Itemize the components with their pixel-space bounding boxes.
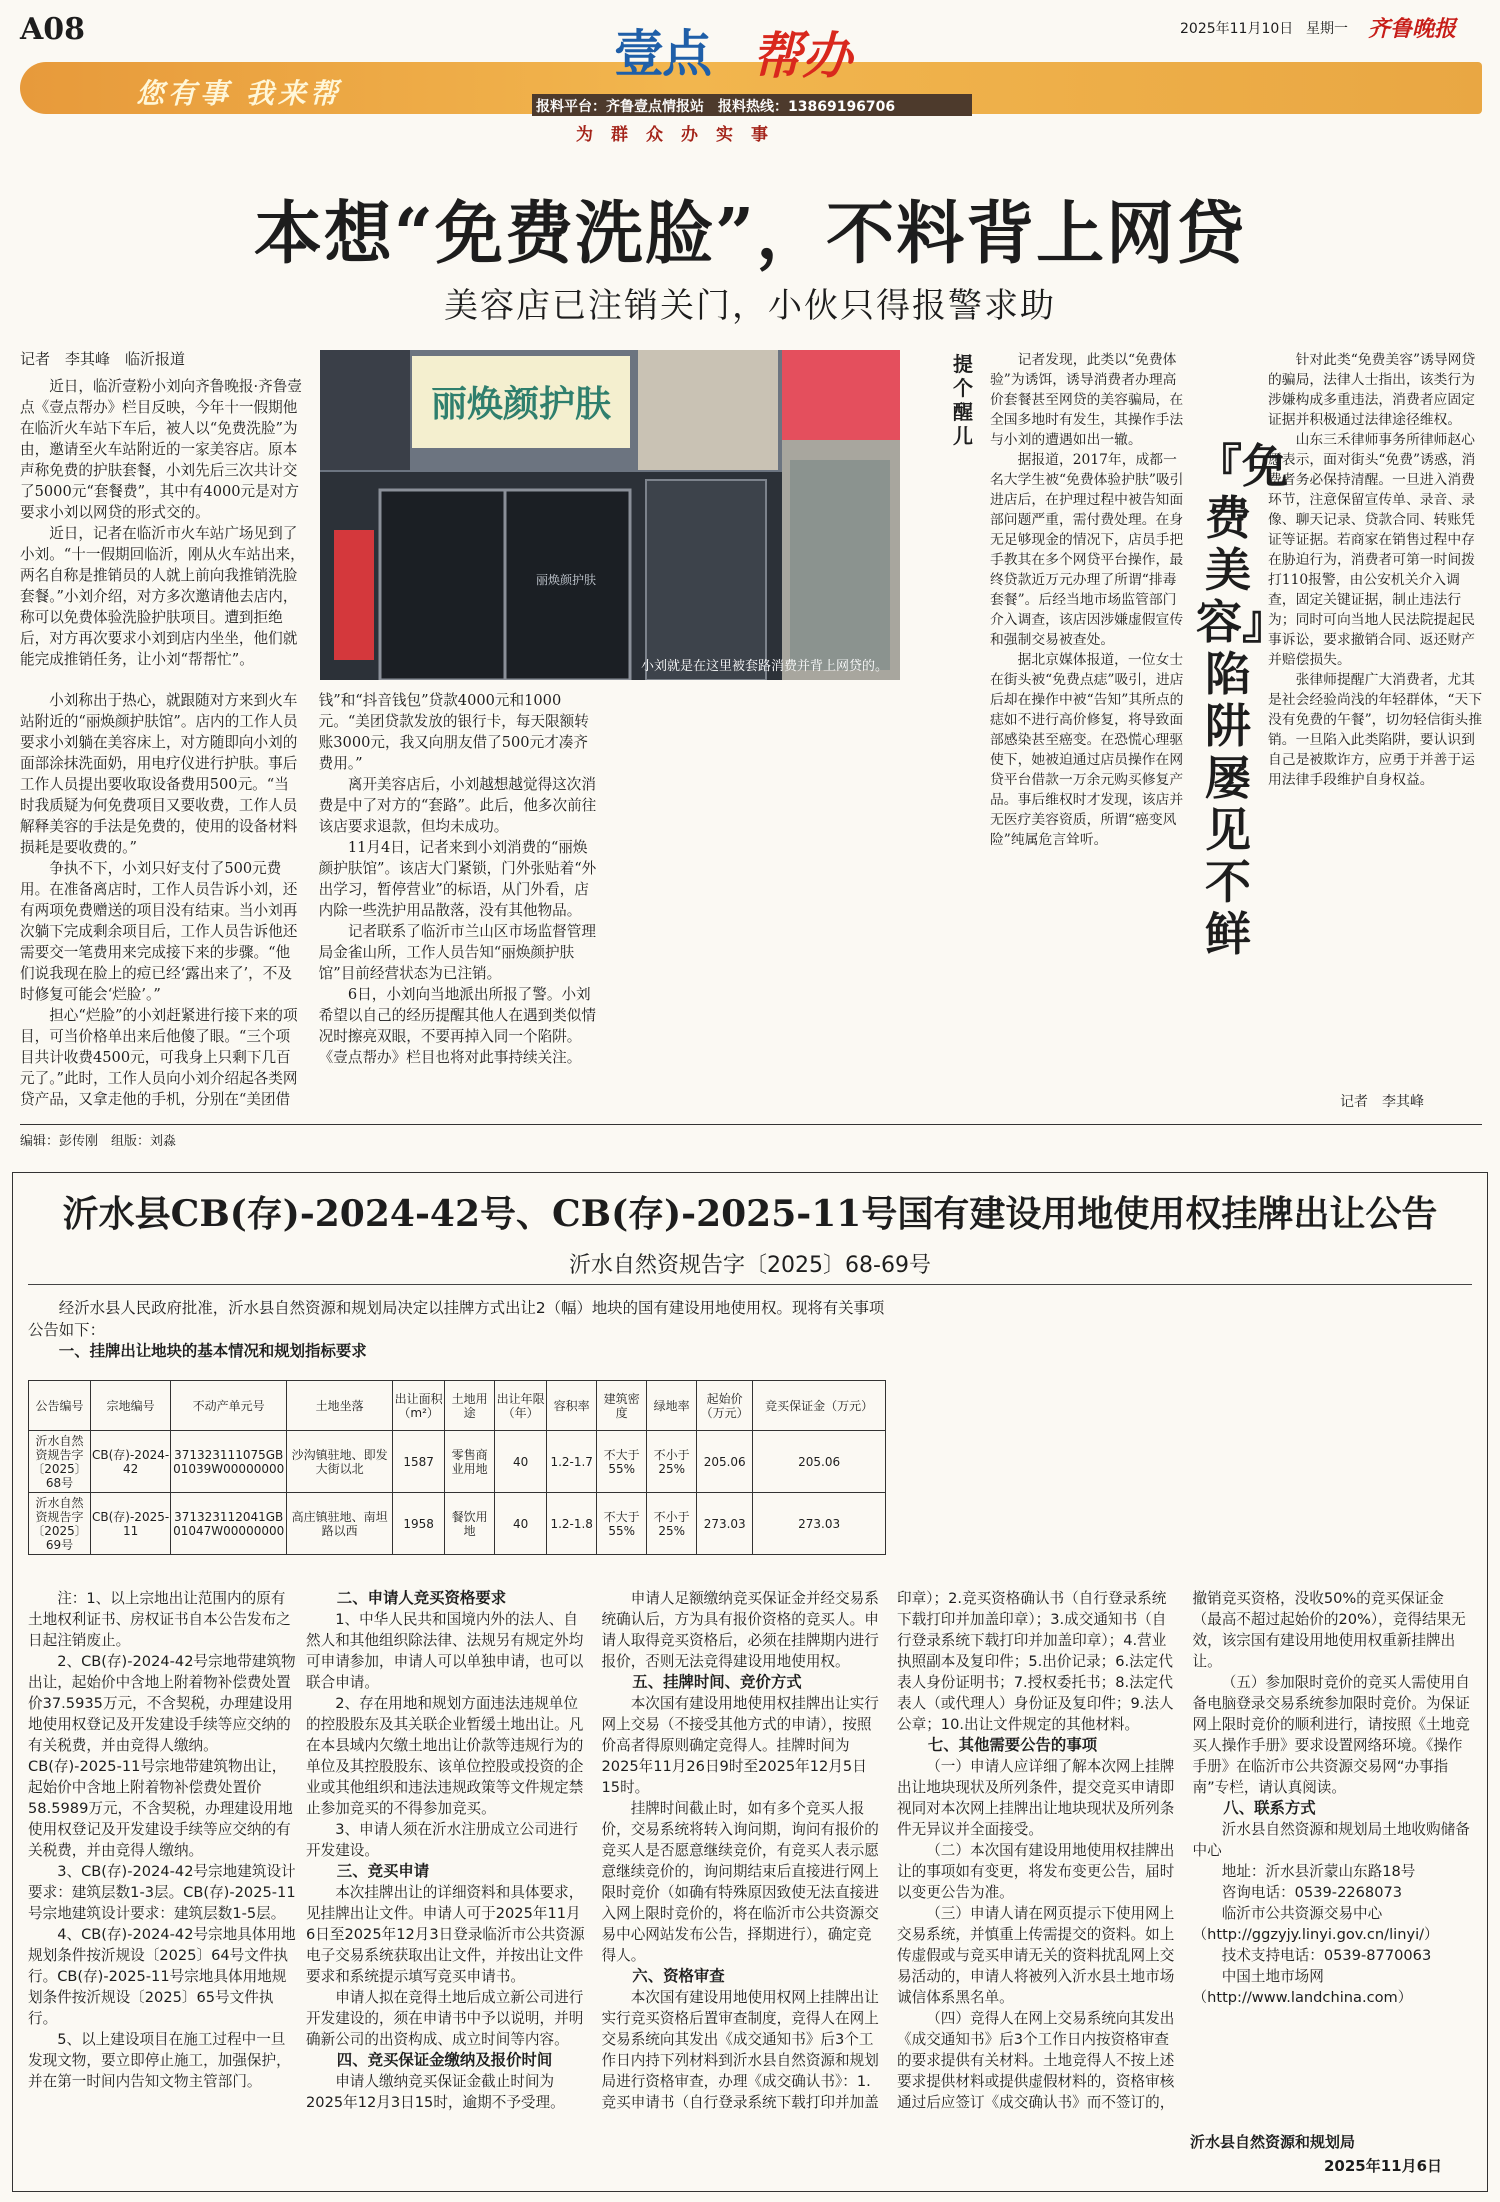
- table-cell: 371323111075GB01039W00000000: [171, 1431, 287, 1493]
- notice-section-heading: 八、联系方式: [1223, 1799, 1316, 1817]
- table-cell: 沙沟镇驻地、即发大街以北: [287, 1431, 393, 1493]
- table-cell: 1587: [393, 1431, 445, 1493]
- table-header-cell: 宗地编号: [91, 1381, 171, 1431]
- issue-date: 2025年11月10日: [1180, 21, 1294, 37]
- notice-paragraph: （四）竞得人在网上交易系统向其发出《成交通知书》后3个工作日内按资格审查的要求提供有关材料。土地竞得人不按上述要求提供材料或提供虚假材料的，资格审核通过后应签订《成交确认书》而不签订的，撤销竞买资格，没收50%的竞买保证金（最高不超过起始价的20%），竞得结果无效，该宗国有建设用地使用权重新挂牌出让。: [897, 1590, 1466, 2111]
- article-body-bottom: [20, 690, 900, 1110]
- storefront-illustration: [320, 350, 900, 680]
- notice-section-heading: 一、挂牌出让地块的基本情况和规划指标要求: [58, 1342, 367, 1361]
- reminder-paragraph: 针对此类“免费美容”诱导网贷的骗局，法律人士指出，该类行为涉嫌构成多重违法，消费者应固定证据并积极通过法律途径维权。: [1268, 352, 1476, 428]
- article-paragraph: 6日，小刘向当地派出所报了警。小刘希望以自己的经历提醒其他人在遇到类似情况时擦亮双眼，不要再掉入同一个陷阱。《壹点帮办》栏目也将对此事持续关注。: [318, 986, 596, 1066]
- door-sign-text: 丽焕颜护肤: [535, 573, 597, 587]
- article-paragraph: 近日，记者在临沂市火车站广场见到了小刘。“十一假期回临沂，刚从火车站出来，两名自称是推销员的人就上前向我推销洗脸套餐。”小刘介绍，对方多次邀请他去店内，称可以免费体验洗脸护肤项目。遭到拒绝后，对方再次要求小刘到店内坐坐，他们就能完成推销任务，让小刘“帮帮忙”。: [20, 525, 305, 668]
- notice-paragraph: 3、申请人须在沂水注册成立公司进行开发建设。: [306, 1821, 578, 1859]
- notice-paragraph: 咨询电话：0539-2268073: [1221, 1884, 1403, 1901]
- column-logo-part1: 壹点: [614, 25, 710, 83]
- article-paragraph: 离开美容店后，小刘越想越觉得这次消费是中了对方的“套路”。此后，他多次前往该店要求退款，但均未成功。: [318, 776, 597, 835]
- notice-paragraph: 申请人拟在竞得土地后成立新公司进行开发建设的，须在申请书中予以说明，并明确新公司的出资构成、成立时间等内容。: [306, 1989, 584, 2048]
- table-cell: CB(存)-2025-11: [91, 1493, 171, 1555]
- notice-paragraph: 挂牌时间截止时，如有多个竞买人报价，交易系统将转入询问期，询问有报价的竞买人是否愿意继续竞价，有竞买人表示愿意继续竞价的，询问期结束后直接进行网上限时竞价（如确有特殊原因致使无法直接进入网上限时竞价的，将在临沂市公共资源交易中心网站发布公告，择期进行），确定竞得人。: [601, 1800, 879, 1964]
- notice-paragraph: 中国土地市场网（http://www.landchina.com）: [1192, 1968, 1413, 2006]
- issue-weekday: 星期一: [1306, 21, 1348, 37]
- header-slogan: 您有事 我来帮: [136, 77, 342, 110]
- table-cell: CB(存)-2024-42: [91, 1431, 171, 1493]
- headline: 本想“免费洗脸”，不料背上网贷: [253, 194, 1247, 274]
- notice-sign-org: 沂水县自然资源和规划局: [1190, 2133, 1356, 2151]
- table-header-cell: 绿地率: [647, 1381, 697, 1431]
- table-header-cell: 土地用途: [445, 1381, 495, 1431]
- photo-caption: 小刘就是在这里被套路消费并背上网贷的。: [640, 659, 888, 674]
- reminder-signature: 记者 李其峰: [1340, 1094, 1424, 1110]
- notice-title: 沂水县CB(存)-2024-42号、CB(存)-2025-11号国有建设用地使用权挂牌出让公告: [62, 1193, 1438, 1235]
- notice-note: 2、CB(存)-2024-42号宗地带建筑物出让，起始价中含地上附着物补偿费处置价37.5935万元，不含契税，办理建设用地使用权登记及开发建设手续等应交纳的有关税费，并由竞得人缴纳。CB(存)-2025-11号宗地带建筑物出让，起始价中含地上附着物补偿费处置价58.5989万元，不含契税，办理建设用地使用权登记及开发建设手续等应交纳的有关税费，并由竞得人缴纳。: [28, 1653, 296, 1859]
- reminder-paragraph: 山东三禾律师事务所律师赵心愿表示，面对街头“免费”诱惑，消费者务必保持清醒。一旦进入消费环节，注意保留宣传单、录音、录像、聊天记录、贷款合同、转账凭证等证据。若商家在销售过程中存在胁迫行为，消费者可第一时间拨打110报警，由公安机关介入调查，固定关键证据，制止违法行为；同时可向当地人民法院提起民事诉讼，要求撤销合同、返还财产并赔偿损失。: [1268, 432, 1476, 668]
- table-row: [29, 1431, 886, 1493]
- notice-paragraph: 申请人缴纳竞买保证金截止时间为2025年12月3日15时，逾期不予受理。: [306, 2073, 565, 2111]
- table-header-cell: 不动产单元号: [171, 1381, 287, 1431]
- reminder-body-left: [990, 350, 1186, 1110]
- table-cell: 40: [495, 1493, 547, 1555]
- article-paragraph: 争执不下，小刘只好支付了500元费用。在准备离店时，工作人员告诉小刘，还有两项免费赠送的项目没有结束。当小刘再次躺下完成剩余项目后，工作人员告诉他还需要交一笔费用来完成接下来的步骤。“他们说我现在脸上的痘已经‘露出来了’，不及时修复可能会‘烂脸’。”: [20, 860, 298, 1003]
- byline: 记者 李其峰 临沂报道: [20, 350, 186, 368]
- table-cell: 沂水自然资规告字〔2025〕68号: [29, 1431, 91, 1493]
- table-header-cell: 出让年限（年）: [495, 1381, 547, 1431]
- article-paragraph: 近日，临沂壹粉小刘向齐鲁晚报·齐鲁壹点《壹点帮办》栏目反映，今年十一假期他在临沂火车站下车后，被人以“免费洗脸”为由，邀请至火车站附近的一家美容店。原本声称免费的护肤套餐，小刘先后三次共计交了5000元“套餐费”，其中有4000元是对方要求小刘以网贷的形式交的。: [20, 378, 302, 521]
- table-header-cell: 出让面积（m²）: [393, 1381, 445, 1431]
- notice-paragraph: 2、存在用地和规划方面违法违规单位的控股股东及其关联企业暂缓土地出让。凡在本县域内欠缴土地出让价款等违规行为的单位及其控股股东、该单位控股或投资的企业或其他组织和违法违规政策等文件规定禁止参加竞买的不得参加竞买。: [306, 1695, 584, 1817]
- table-cell: 205.06: [697, 1431, 753, 1493]
- table-cell: 205.06: [753, 1431, 886, 1493]
- land-parcel-table: [28, 1380, 886, 1555]
- section-divider: [20, 1124, 1482, 1125]
- notice-section-heading: 三、竞买申请: [336, 1862, 430, 1880]
- reminder-title: 『免费美容』陷阱屡见不鲜: [1196, 439, 1288, 961]
- reminder-body-right: [1268, 350, 1482, 1090]
- table-cell: 餐饮用地: [445, 1493, 495, 1555]
- table-header-cell: 竞买保证金（万元）: [753, 1381, 886, 1431]
- notice-document-number: 沂水自然资规告字〔2025〕68-69号: [569, 1253, 931, 1278]
- notice-paragraph: （一）申请人应详细了解本次网上挂牌出让地块现状及所列条件，提交竞买申请即视同对本次网上挂牌出让地块现状及所列条件无异议并全面接受。: [897, 1758, 1175, 1838]
- notice-section-heading: 二、申请人竞买资格要求: [336, 1589, 507, 1607]
- table-header-cell: 土地坐落: [287, 1381, 393, 1431]
- table-cell: 1958: [393, 1493, 445, 1555]
- notice-section-heading: 六、资格审查: [632, 1967, 725, 1985]
- notice-paragraph: 沂水县自然资源和规划局土地收购储备中心: [1192, 1821, 1470, 1859]
- subheadline: 美容店已注销关门，小伙只得报警求助: [444, 286, 1056, 326]
- notice-note: 3、CB(存)-2024-42号宗地建筑设计要求：建筑层数1-3层。CB(存)-2025-11号宗地建筑设计要求：建筑层数1-5层。: [28, 1863, 296, 1922]
- notice-body-columns: [306, 1588, 1472, 2128]
- article-body-top: [20, 376, 310, 716]
- table-cell: 371323112041GB01047W00000000: [171, 1493, 287, 1555]
- table-row: [29, 1493, 886, 1555]
- notice-rule: [28, 1284, 1472, 1285]
- table-cell: 1.2-1.8: [547, 1493, 597, 1555]
- header-tagline: 为群众办实事: [576, 125, 786, 145]
- table-cell: 不大于55%: [597, 1431, 647, 1493]
- table-cell: 不大于55%: [597, 1493, 647, 1555]
- table-header-row: [29, 1381, 886, 1431]
- newspaper-name: 齐鲁晚报: [1368, 16, 1457, 42]
- table-cell: 高庄镇驻地、南坦路以西: [287, 1493, 393, 1555]
- article-paragraph: 担心“烂脸”的小刘赶紧进行接下来的项目，可当价格单出来后他傻了眼。“三个项目共计收费4500元，可我身上只剩下几百元了。”此时，工作人员向小刘介绍起各类网贷产品，又拿走他的手机，分别在“美团借钱”和“抖音钱包”贷款4000元和1000元。“美团贷款发放的银行卡，每天限额转账3000元，我又向朋友借了500元才凑齐费用。”: [20, 692, 589, 1108]
- notice-paragraph: （五）参加限时竞价的竞买人需使用自备电脑登录交易系统参加限时竞价。为保证网上限时竞价的顺利进行，请按照《土地竞买人操作手册》要求设置网络环境。《操作手册》在临沂市公共资源交易网“办事指南”专栏，请认真阅读。: [1192, 1674, 1470, 1796]
- editor-credits: 编辑：彭传刚 组版：刘淼: [20, 1134, 177, 1149]
- notice-paragraph: 本次国有建设用地使用权挂牌出让实行网上交易（不接受其他方式的申请），按照价高者得原则确定竞得人。挂牌时间为2025年11月26日9时至2025年12月5日15时。: [601, 1695, 879, 1796]
- column-logo-part2: 帮办: [752, 27, 852, 85]
- notice-intro-block: [28, 1298, 886, 1363]
- notice-section-heading: 七、其他需要公告的事项: [927, 1736, 1098, 1754]
- table-cell: 40: [495, 1431, 547, 1493]
- table-cell: 273.03: [753, 1493, 886, 1555]
- notice-paragraph: 1、中华人民共和国境内外的法人、自然人和其他组织除法律、法规另有规定外均可申请参加，申请人可以单独申请，也可以联合申请。: [306, 1611, 584, 1691]
- reminder-paragraph: 张律师提醒广大消费者，尤其是社会经验尚浅的年轻群体，“天下没有免费的午餐”，切勿轻信街头推销。一旦陷入此类陷阱，要认识到自己是被欺诈方，应勇于并善于运用法律手段维护自身权益。: [1268, 672, 1482, 788]
- table-cell: 1.2-1.7: [547, 1431, 597, 1493]
- table-header-cell: 容积率: [547, 1381, 597, 1431]
- notice-intro: 经沂水县人民政府批准，沂水县自然资源和规划局决定以挂牌方式出让2（幅）地块的国有建设用地使用权。现将有关事项公告如下：: [28, 1299, 885, 1339]
- notice-section-heading: 五、挂牌时间、竞价方式: [632, 1673, 802, 1691]
- notice-paragraph: 地址：沂水县沂蒙山东路18号: [1221, 1863, 1416, 1880]
- shop-sign-text: 丽焕颜护肤: [430, 384, 612, 425]
- notice-paragraph: 本次国有建设用地使用权网上挂牌出让实行竞买资格后置审查制度，竞得人在网上交易系统向其发出《成交通知书》后3个工作日内持下列材料到沂水县自然资源和规划局进行资格审查，办理《成交确认书》：1.竞买申请书（自行登录系统下载打印并加盖印章）；2.竞买资格确认书（自行登录系统下载打印并加盖印章）；3.成交通知书（自行登录系统下载打印并加盖印章）；4.营业执照副本及复印件；5.出价记录；6.法定代表人身份证明书；7.授权委托书；8.法定代表人（或代理人）身份证及复印件；9.法人公章；10.出让文件规定的其他材料。: [601, 1590, 1174, 2111]
- reminder-paragraph: 记者发现，此类以“免费体验”为诱饵，诱导消费者办理高价套餐甚至网贷的美容骗局，在全国多地时有发生，其操作手法与小刘的遭遇如出一辙。: [990, 352, 1184, 448]
- notice-paragraph: 本次挂牌出让的详细资料和具体要求，见挂牌出让文件。申请人可于2025年11月6日至2025年12月3日登录临沂市公共资源电子交易系统获取出让文件，并按出让文件要求和系统提示填写竞买申请书。: [306, 1884, 585, 1985]
- table-cell: 273.03: [697, 1493, 753, 1555]
- notice-note: 4、CB(存)-2024-42号宗地具体用地规划条件按沂规设〔2025〕64号文件执行。CB(存)-2025-11号宗地具体用地规划条件按沂规设〔2025〕65号文件执行。: [28, 1926, 296, 2027]
- notice-paragraph: 技术支持电话：0539-8770063: [1221, 1947, 1432, 1964]
- notice-paragraph: 临沂市公共资源交易中心（http://ggzyjy.linyi.gov.cn/linyi/）: [1192, 1905, 1439, 1943]
- notice-section-heading: 四、竞买保证金缴纳及报价时间: [336, 2051, 553, 2069]
- notice-sign-date: 2025年11月6日: [1324, 2157, 1443, 2175]
- notice-paragraph: 申请人足额缴纳竞买保证金并经交易系统确认后，方为具有报价资格的竞买人。申请人取得竞买资格后，必须在挂牌期内进行报价，否则无法竞得建设用地使用权。: [601, 1590, 879, 1670]
- table-cell: 不小于25%: [647, 1493, 697, 1555]
- reminder-paragraph: 据报道，2017年，成都一名大学生被“免费体验护肤”吸引进店后，在护理过程中被告知面部问题严重，需付费处理。在身无足够现金的情况下，店员手把手教其在多个网贷平台操作，最终贷款近万元办理了所谓“排毒套餐”。后经当地市场监管部门介入调查，该店因涉嫌虚假宣传和强制交易被查处。: [990, 452, 1184, 648]
- notice-paragraph: （三）申请人请在网页提示下使用网上交易系统，并慎重上传需提交的资料。如上传虚假或与竞买申请无关的资料扰乱网上交易活动的，申请人将被列入沂水县土地市场诚信体系黑名单。: [897, 1905, 1175, 2006]
- notice-note: 注：1、以上宗地出让范围内的原有土地权利证书、房权证书自本公告发布之日起注销废止。: [28, 1590, 291, 1649]
- reminder-paragraph: 据北京媒体报道，一位女士在街头被“免费点痣”吸引，进店后却在操作中被“告知”其所点的痣如不进行高价修复，将导致面部感染甚至癌变。在恐慌心理驱使下，她被迫通过店员操作在网贷平台借款一万余元购买修复产品。事后维权时才发现，该店并无医疗美容资质，所谓“癌变风险”纯属危言耸听。: [990, 652, 1184, 848]
- article-paragraph: 小刘称出于热心，就跟随对方来到火车站附近的“丽焕颜护肤馆”。店内的工作人员要求小刘躺在美容床上，对方随即向小刘的面部涂抹洗面奶，用电疗仪进行护肤。事后工作人员提出要收取设备费用500元。“当时我质疑为何免费项目又要收费，工作人员解释美容的手法是免费的，使用的设备材料损耗是要收费的。”: [20, 692, 298, 856]
- table-header-cell: 公告编号: [29, 1381, 91, 1431]
- table-cell: 不小于25%: [647, 1431, 697, 1493]
- table-header-cell: 建筑密度: [597, 1381, 647, 1431]
- notice-notes: [28, 1588, 298, 2178]
- page-number: A08: [20, 12, 86, 47]
- notice-paragraph: （二）本次国有建设用地使用权挂牌出让的事项如有变更，将发布变更公告，届时以变更公告为准。: [897, 1842, 1175, 1901]
- contact-info: 报料平台：齐鲁壹点情报站 报料热线：13869196706: [536, 99, 896, 115]
- table-cell: 沂水自然资规告字〔2025〕69号: [29, 1493, 91, 1555]
- notice-note: 5、以上建设项目在施工过程中一旦发现文物，要立即停止施工，加强保护，并在第一时间内告知文物主管部门。: [28, 2031, 291, 2090]
- storefront-photo: [320, 350, 900, 680]
- table-cell: 零售商业用地: [445, 1431, 495, 1493]
- article-paragraph: 11月4日，记者来到小刘消费的“丽焕颜护肤馆”。该店大门紧锁，门外张贴着“外出学习，暂停营业”的标语，从门外看，店内除一些洗护用品散落，没有其他物品。: [318, 839, 597, 919]
- article-paragraph: 记者联系了临沂市兰山区市场监督管理局金雀山所，工作人员告知“丽焕颜护肤馆”目前经营状态为已注销。: [318, 923, 596, 982]
- reminder-label: 提个醒儿: [953, 352, 973, 448]
- table-header-cell: 起始价（万元）: [697, 1381, 753, 1431]
